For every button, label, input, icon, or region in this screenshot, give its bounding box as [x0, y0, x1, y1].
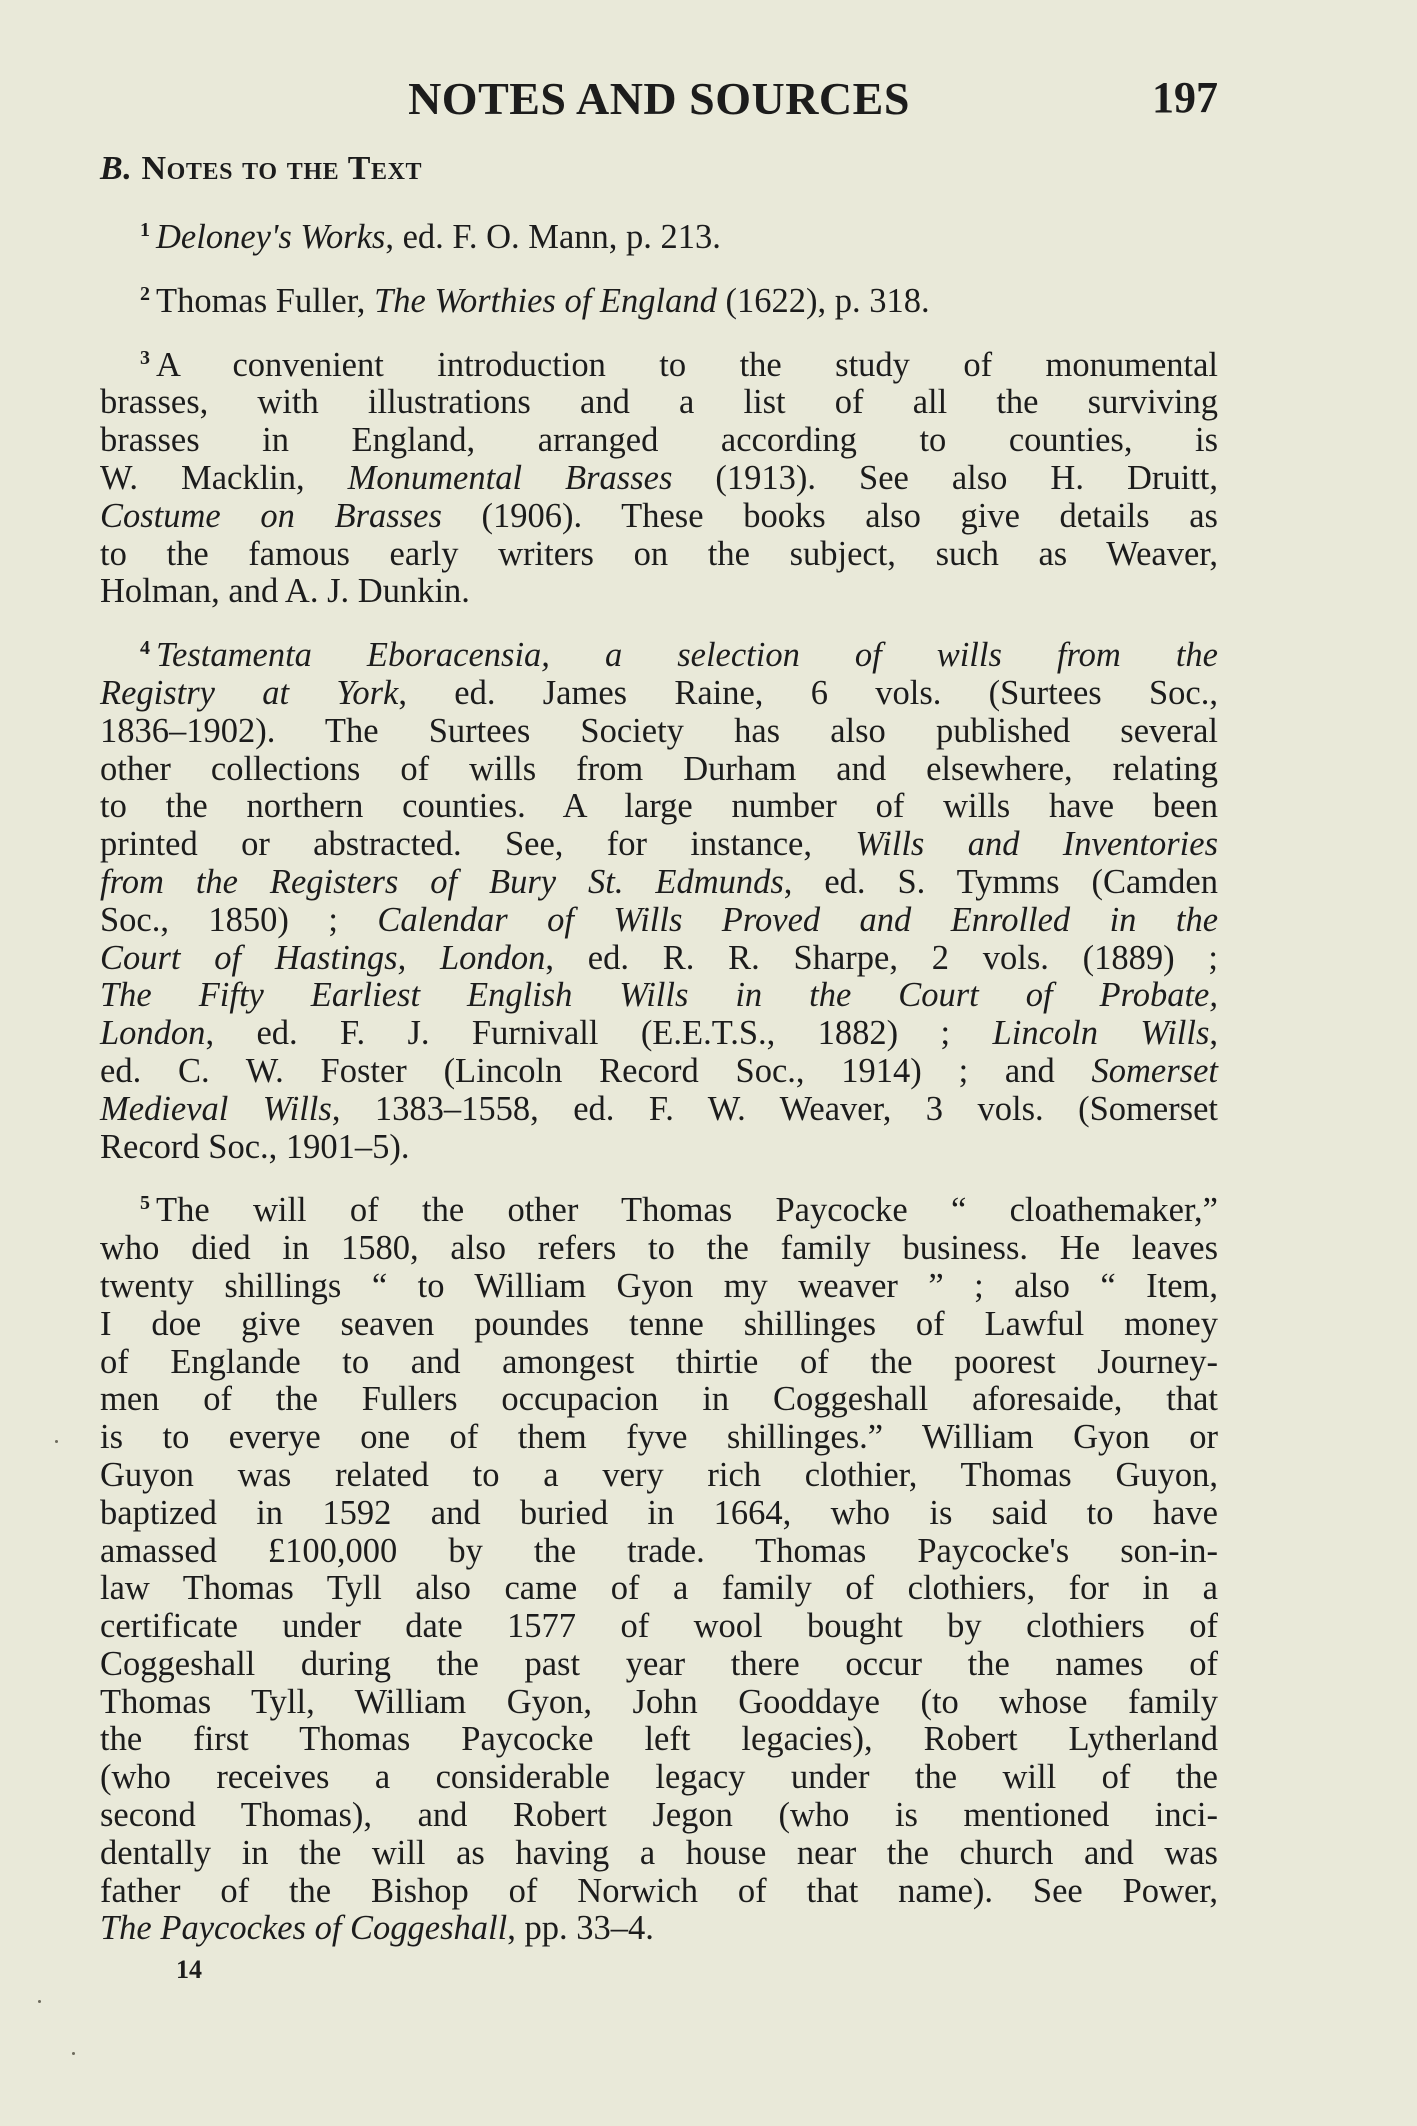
text-run: dentally in the will as having a house near the church and was	[100, 1833, 1218, 1872]
italic-text: Costume on Brasses	[100, 496, 442, 535]
section-heading	[100, 150, 422, 188]
text-run: Thomas Tyll, William Gyon, John Gooddaye (to whose family	[100, 1682, 1218, 1721]
text-line	[100, 422, 1218, 460]
footnote-1	[100, 212, 1218, 257]
section-letter: B.	[100, 150, 133, 187]
page-header	[100, 72, 1218, 132]
italic-text: The Paycockes of Coggeshall	[100, 1909, 508, 1948]
text-line	[100, 1759, 1218, 1797]
text-line	[100, 1835, 1218, 1873]
text-run: Thomas Fuller,	[156, 281, 375, 320]
text-run: brasses, with illustrations and a list of all the surviving	[100, 383, 1218, 422]
text-line	[100, 1053, 1218, 1091]
section-title: Notes to the Text	[141, 150, 423, 187]
text-run: , ed. S. Tymms (Camden	[783, 862, 1218, 901]
text-run: to the famous early writers on the subject, such as Weaver,	[100, 534, 1218, 573]
text-run: (1622), p. 318.	[716, 281, 930, 320]
text-line	[100, 1306, 1218, 1344]
text-line	[100, 1873, 1218, 1911]
text-line	[100, 276, 1218, 321]
text-line	[100, 1533, 1218, 1571]
text-run: 1836–1902). The Surtees Society has also published several	[100, 711, 1218, 750]
text-line	[100, 340, 1218, 385]
text-line	[100, 1721, 1218, 1759]
text-run: , 1383–1558, ed. F. W. Weaver, 3 vols. (Somerset	[331, 1089, 1218, 1128]
notes-body	[100, 212, 1218, 1967]
text-run: certificate under date 1577 of wool bought by clothiers of	[100, 1607, 1218, 1646]
text-run: , pp. 33–4.	[507, 1909, 654, 1948]
text-run: Guyon was related to a very rich clothier, Thomas Guyon,	[100, 1455, 1218, 1494]
text-run: father of the Bishop of Norwich of that name). See Power,	[100, 1871, 1218, 1910]
text-line	[100, 1910, 1218, 1948]
text-run: I doe give seaven poundes tenne shillinges of Lawful money	[100, 1304, 1218, 1343]
italic-text: Deloney's Works	[156, 218, 386, 256]
italic-text: Registry at York	[100, 673, 399, 712]
text-run: , ed. F. J. Furnivall (E.E.T.S., 1882) ;	[205, 1014, 993, 1053]
text-line	[100, 536, 1218, 574]
paper-speck	[38, 2000, 41, 2003]
text-line	[100, 460, 1218, 498]
text-line	[100, 713, 1218, 751]
footnote-number: 4	[140, 637, 150, 660]
text-run: (who receives a considerable legacy under the will of the	[100, 1758, 1218, 1797]
text-line	[100, 864, 1218, 902]
text-run: ,	[1209, 1014, 1219, 1053]
signature-mark: 14	[176, 1955, 202, 1984]
text-run: , ed. F. O. Mann, p. 213.	[385, 218, 721, 256]
text-run: ed. C. W. Foster (Lincoln Record Soc., 1914) ; and	[100, 1051, 1092, 1090]
text-line	[100, 1185, 1218, 1230]
text-run: baptized in 1592 and buried in 1664, who is said to have	[100, 1493, 1218, 1532]
text-run: (1906). These books also give details as	[441, 496, 1218, 535]
text-line	[100, 1495, 1218, 1533]
text-line	[100, 1570, 1218, 1608]
text-line	[100, 1015, 1218, 1053]
text-line	[100, 212, 1218, 257]
text-run: the first Thomas Paycocke left legacies), Robert Lytherland	[100, 1720, 1218, 1759]
text-line	[100, 1797, 1218, 1835]
text-line	[100, 788, 1218, 826]
footnote-number: 5	[140, 1192, 150, 1215]
text-run: , ed. James Raine, 6 vols. (Surtees Soc.,	[398, 673, 1218, 712]
italic-text: Calendar of Wills Proved and Enrolled in the	[377, 900, 1219, 939]
italic-text: Court of Hastings, London	[100, 938, 546, 977]
footnote-number: 2	[140, 282, 150, 305]
text-run: law Thomas Tyll also came of a family of clothiers, for in a	[100, 1569, 1218, 1608]
text-line	[100, 630, 1218, 675]
text-run: Record Soc., 1901–5).	[100, 1127, 410, 1166]
text-run: other collections of wills from Durham and elsewhere, relating	[100, 749, 1218, 788]
text-line	[100, 1091, 1218, 1129]
footnote-4	[100, 630, 1218, 1166]
text-line	[100, 675, 1218, 713]
text-line	[100, 1344, 1218, 1382]
text-line	[100, 1684, 1218, 1722]
footnote-3	[100, 340, 1218, 612]
paper-speck	[55, 1440, 58, 1443]
italic-text: The Worthies of England	[374, 281, 717, 320]
text-run: The will of the other Thomas Paycocke “ cloathemaker,”	[156, 1191, 1218, 1230]
footnote-5	[100, 1185, 1218, 1948]
text-run: , ed. R. R. Sharpe, 2 vols. (1889) ;	[545, 938, 1218, 977]
text-line	[100, 1419, 1218, 1457]
footnote-number: 1	[140, 219, 150, 241]
text-line	[100, 826, 1218, 864]
text-run: twenty shillings “ to William Gyon my weaver ” ; also “ Item,	[100, 1266, 1218, 1305]
text-line	[100, 498, 1218, 536]
text-run: Coggeshall during the past year there occur the names of	[100, 1644, 1218, 1683]
italic-text: London	[100, 1014, 206, 1053]
text-line	[100, 751, 1218, 789]
text-run: brasses in England, arranged according to counties, is	[100, 421, 1218, 460]
text-run: second Thomas), and Robert Jegon (who is mentioned inci-	[100, 1796, 1218, 1835]
text-run: printed or abstracted. See, for instance,	[100, 825, 856, 864]
text-run: of Englande to and amongest thirtie of the poorest Journey-	[100, 1342, 1218, 1381]
running-head: NOTES AND SOURCES	[408, 73, 910, 124]
text-run: who died in 1580, also refers to the family business. He leaves	[100, 1229, 1218, 1268]
footnote-number: 3	[140, 346, 150, 369]
paper-speck	[72, 2052, 75, 2055]
text-line	[100, 1381, 1218, 1419]
text-run: W. Macklin,	[100, 458, 348, 497]
text-line	[100, 1608, 1218, 1646]
italic-text: Medieval Wills	[100, 1089, 332, 1128]
italic-text: Lincoln Wills	[992, 1014, 1210, 1053]
text-run: Soc., 1850) ;	[100, 900, 378, 939]
text-line	[100, 573, 1218, 611]
text-run: A convenient introduction to the study of monumental	[156, 345, 1218, 384]
italic-text: Testamenta Eboracensia, a selection of wills from the	[156, 636, 1218, 675]
italic-text: The Fifty Earliest English Wills in the Court of Probate,	[100, 976, 1218, 1015]
text-run: to the northern counties. A large number of wills have been	[100, 787, 1218, 826]
page-number: 197	[1152, 73, 1218, 122]
text-run: Holman, and A. J. Dunkin.	[100, 572, 470, 611]
italic-text: Wills and Inventories	[855, 825, 1219, 864]
text-run: men of the Fullers occupacion in Coggeshall aforesaide, that	[100, 1380, 1218, 1419]
text-line	[100, 940, 1218, 978]
text-run: (1913). See also H. Druitt,	[672, 458, 1218, 497]
text-line	[100, 1230, 1218, 1268]
text-run: is to everye one of them fyve shillinges.” William Gyon or	[100, 1418, 1218, 1457]
text-run: amassed £100,000 by the trade. Thomas Paycocke's son-in-	[100, 1531, 1218, 1570]
text-line	[100, 1268, 1218, 1306]
footnote-2	[100, 276, 1218, 321]
text-line	[100, 1457, 1218, 1495]
text-line	[100, 384, 1218, 422]
text-line	[100, 977, 1218, 1015]
italic-text: Monumental Brasses	[347, 458, 673, 497]
text-line	[100, 902, 1218, 940]
text-line	[100, 1646, 1218, 1684]
italic-text: from the Registers of Bury St. Edmunds	[100, 862, 784, 901]
text-line	[100, 1129, 1218, 1167]
italic-text: Somerset	[1091, 1051, 1218, 1090]
